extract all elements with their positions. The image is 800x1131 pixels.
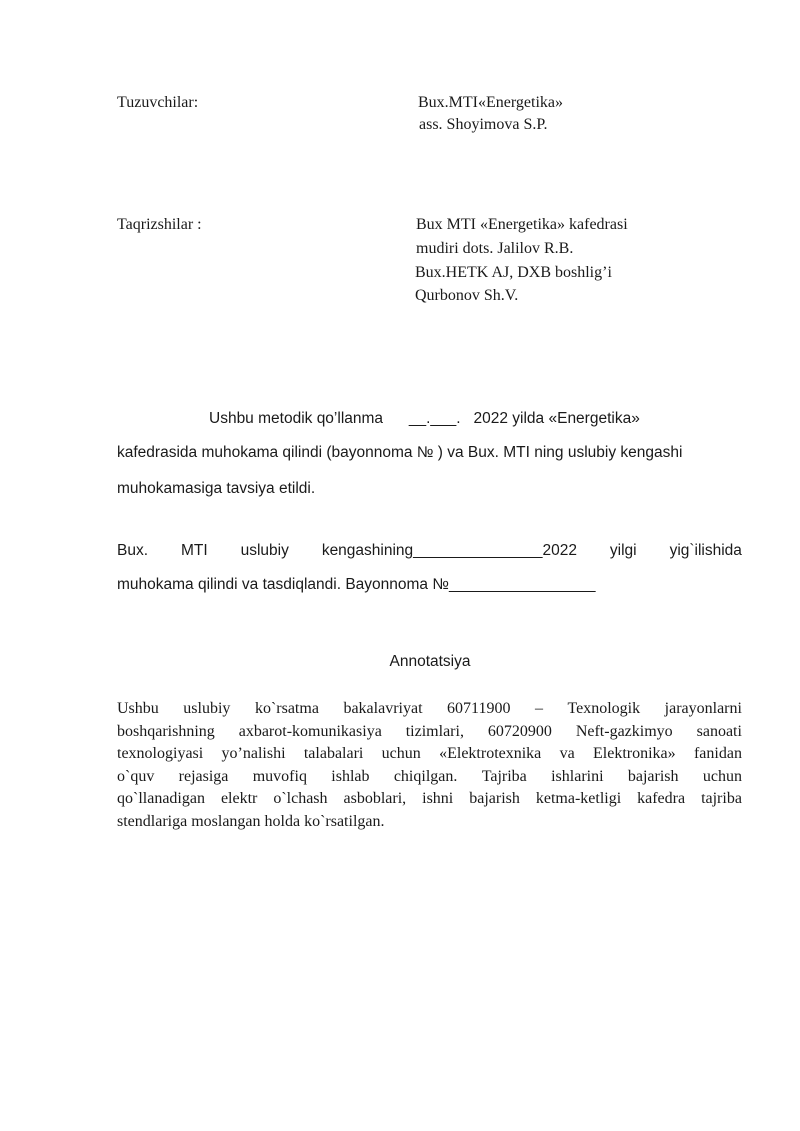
- word: bajarish: [627, 767, 679, 785]
- word: «Elektrotexnika: [439, 745, 542, 762]
- word: –: [534, 700, 543, 717]
- word: uslubiy: [183, 700, 231, 717]
- approval-paragraph-2-line-1: [117, 541, 742, 561]
- compilers-line-2: ass. Shoyimova S.P.: [419, 116, 548, 133]
- word: chiqilgan.: [393, 767, 458, 785]
- word: kafedra: [637, 790, 686, 807]
- word: sanoati: [696, 722, 742, 740]
- word: rejasiga: [178, 767, 229, 785]
- word: yig`ilishida: [669, 542, 742, 559]
- reviewers-line-4: Qurbonov Sh.V.: [415, 287, 519, 304]
- annotation-last-line: stendlariga moslangan holda ko`rsatilgan.: [117, 812, 385, 830]
- reviewers-line-2: mudiri dots. Jalilov R.B.: [416, 240, 574, 257]
- word: uchun: [702, 767, 742, 785]
- word: uslubiy: [240, 542, 289, 559]
- annotation-body: [117, 698, 742, 833]
- word: bakalavriyat: [343, 700, 423, 717]
- word: Tajriba: [481, 767, 527, 785]
- word: Elektronika»: [593, 745, 676, 762]
- word: 60720900: [487, 722, 552, 740]
- word: Bux.: [117, 542, 149, 559]
- compilers-line-1: Bux.MTI«Energetika»: [418, 94, 564, 111]
- word: 60711900: [447, 700, 511, 717]
- word: tizimlari,: [405, 722, 464, 740]
- word: Texnologik: [567, 700, 641, 717]
- word: asboblari,: [343, 790, 407, 807]
- word: tajriba: [701, 790, 742, 807]
- word: uchun: [381, 745, 421, 762]
- word: Ushbu: [117, 700, 159, 717]
- word: fanidan: [693, 745, 742, 762]
- approval-paragraph-1-line-1: Ushbu metodik qo’llanma __.___. 2022 yilda «Energetika»: [209, 410, 640, 427]
- word: ishlarini: [551, 767, 604, 785]
- word: qo`llanadigan: [117, 790, 205, 807]
- approval-paragraph-1-line-3: muhokamasiga tavsiya etildi.: [117, 480, 316, 497]
- word: ishni: [422, 790, 454, 807]
- annotation-line: [117, 743, 742, 766]
- annotation-title: Annotatsiya: [389, 653, 471, 670]
- word: boshqarishning: [117, 722, 215, 740]
- word: Neft-gazkimyo: [575, 722, 673, 740]
- word: talabalari: [303, 745, 364, 762]
- reviewers-line-3: Bux.HETK AJ, DXB boshlig’i: [415, 264, 612, 281]
- word: axbarot-komunikasiya: [238, 722, 382, 740]
- annotation-line: [117, 698, 742, 721]
- word: o`lchash: [273, 790, 328, 807]
- compilers-label: Tuzuvchilar:: [117, 94, 199, 111]
- word: ko`rsatma: [254, 700, 319, 717]
- word: bajarish: [469, 790, 520, 807]
- annotation-line: [117, 811, 742, 834]
- word: kengashining_______________2022: [321, 542, 577, 559]
- annotation-line: [117, 721, 742, 744]
- word: yilgi: [609, 542, 637, 559]
- annotation-line: [117, 788, 742, 811]
- word: texnologiyasi: [117, 745, 204, 762]
- word: jarayonlarni: [664, 700, 742, 717]
- reviewers-line-1: Bux MTI «Energetika» kafedrasi: [416, 216, 628, 233]
- word: MTI: [180, 542, 208, 559]
- annotation-line: [117, 766, 742, 789]
- word: va: [559, 745, 575, 762]
- approval-paragraph-1-line-2: kafedrasida muhokama qilindi (bayonnoma № ) va Bux. MTI ning uslubiy kengashi: [117, 444, 683, 461]
- word: yo’nalishi: [221, 745, 286, 762]
- reviewers-label: Taqrizshilar :: [117, 216, 202, 233]
- word: ketma-ketligi: [535, 790, 622, 807]
- word: elektr: [220, 790, 258, 807]
- word: ishlab: [331, 767, 370, 785]
- word: o`quv: [117, 767, 155, 785]
- word: muvofiq: [252, 767, 307, 785]
- approval-paragraph-2-line-2: muhokama qilindi va tasdiqlandi. Bayonnoma №_________________: [117, 576, 596, 593]
